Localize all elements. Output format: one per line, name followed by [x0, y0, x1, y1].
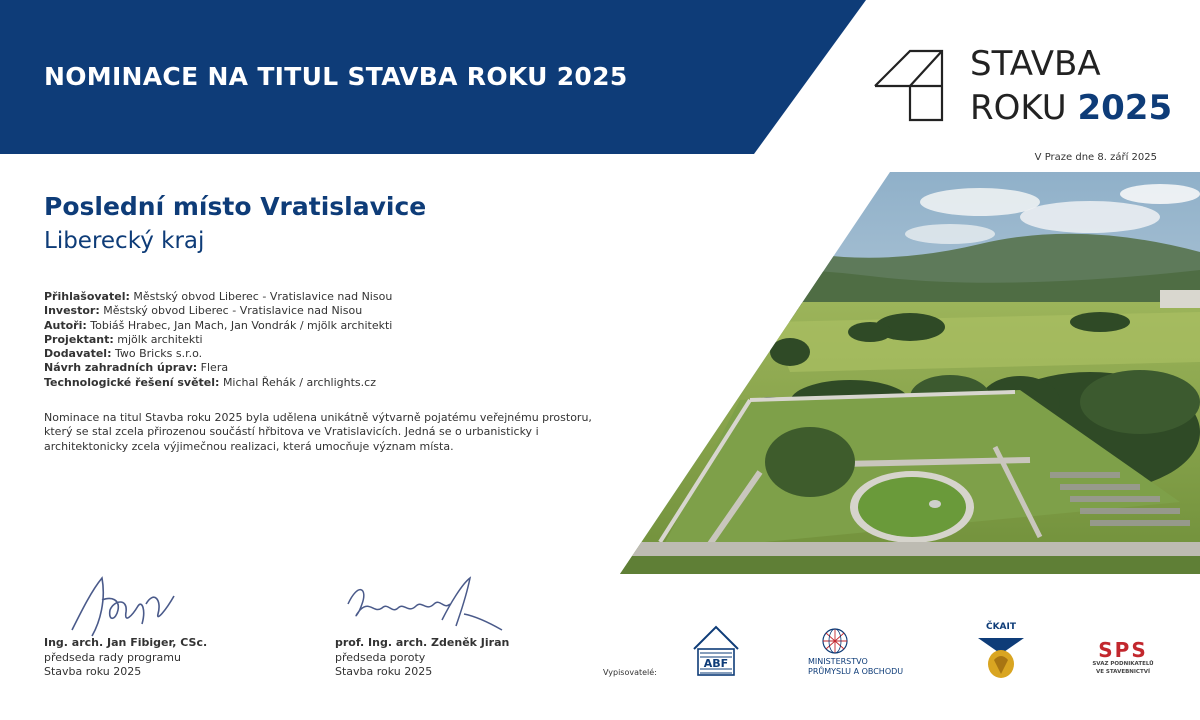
sps-logo-mark: SPS [1098, 638, 1148, 662]
nomination-description: Nominace na titul Stavba roku 2025 byla udělena unikátně výtvarně pojatému veřejnému prostoru, který se stal zcela přirozenou součástí hřbitova ve Vratislavicích. Jedná se o urbanisticky i architektonicky zcela výjimečnou realizaci, která umocňuje význam místa. [44, 411, 592, 453]
detail-value: Městský obvod Liberec - Vratislavice nad Nisou [103, 304, 363, 318]
ckait-logo-text: ČKAIT [985, 622, 1017, 632]
logo-wordmark-line1: STAVBA [970, 44, 1101, 84]
detail-row-lighting [44, 376, 392, 390]
abf-logo-text: ABF [703, 657, 729, 670]
detail-value: Flera [200, 361, 229, 375]
detail-label: Projektant: [44, 332, 114, 346]
detail-row-landscape [44, 361, 392, 375]
signatory-role: předseda rady programu [44, 650, 181, 664]
logo-word-roku: ROKU [970, 88, 1067, 128]
organizers-label: Vypisovatelé: [603, 668, 657, 677]
signatory-2 [335, 636, 509, 680]
mpo-line1: MINISTERSTVO [808, 657, 868, 666]
signatory-program: Stavba roku 2025 [335, 665, 433, 678]
detail-row-designer [44, 333, 392, 347]
detail-value: Michal Řehák / archlights.cz [222, 375, 376, 389]
abf-logo [688, 623, 744, 679]
mpo-line2: PRŮMYSLU A OBCHODU [808, 667, 904, 676]
detail-value: Tobiáš Hrabec, Jan Mach, Jan Vondrák / mjölk architekti [90, 318, 393, 332]
mpo-globe-icon [810, 627, 860, 657]
signatory-role: předseda poroty [335, 650, 426, 664]
sps-logo-text [1086, 661, 1160, 676]
project-title: Poslední místo Vratislavice [44, 192, 427, 221]
detail-row-authors [44, 319, 392, 333]
sps-logo [1086, 638, 1160, 682]
signatory-program: Stavba roku 2025 [44, 665, 142, 678]
issue-date: V Praze dne 8. září 2025 [1034, 152, 1157, 163]
signatory-name: prof. Ing. arch. Zdeněk Jiran [335, 636, 510, 649]
mpo-logo-text [808, 657, 903, 677]
ckait-logo [974, 622, 1028, 680]
logo-year: 2025 [1077, 88, 1173, 128]
detail-row-contractor [44, 347, 392, 361]
signatory-name: Ing. arch. Jan Fibiger, CSc. [44, 636, 208, 649]
detail-label: Autoři: [44, 318, 87, 332]
detail-label: Přihlašovatel: [44, 290, 130, 303]
detail-row-investor [44, 304, 392, 318]
project-photo [620, 172, 1200, 574]
detail-label: Návrh zahradních úprav: [44, 361, 198, 375]
detail-value: mjölk architekti [117, 332, 203, 346]
logo-wordmark-line2 [970, 88, 1172, 128]
abf-house-icon [688, 623, 744, 679]
detail-label: Dodavatel: [44, 347, 112, 361]
detail-row-applicant [44, 290, 392, 304]
detail-label: Investor: [44, 304, 100, 318]
project-details [44, 290, 392, 390]
signature-fibiger [62, 570, 192, 642]
sps-line1: SVAZ PODNIKATELŮ [1092, 661, 1154, 667]
detail-label: Technologické řešení světel: [44, 375, 220, 389]
project-region: Liberecký kraj [44, 228, 205, 254]
banner-title: NOMINACE NA TITUL STAVBA ROKU 2025 [44, 62, 628, 91]
detail-value: Two Bricks s.r.o. [114, 347, 203, 361]
ckait-shield-icon [974, 634, 1028, 680]
sps-line2: VE STAVEBNICTVÍ [1095, 668, 1151, 675]
detail-value: Městský obvod Liberec - Vratislavice nad Nisou [133, 290, 393, 303]
stavba-roku-cube-icon [872, 48, 946, 122]
signatory-1 [44, 636, 207, 680]
mpo-logo [808, 627, 918, 682]
